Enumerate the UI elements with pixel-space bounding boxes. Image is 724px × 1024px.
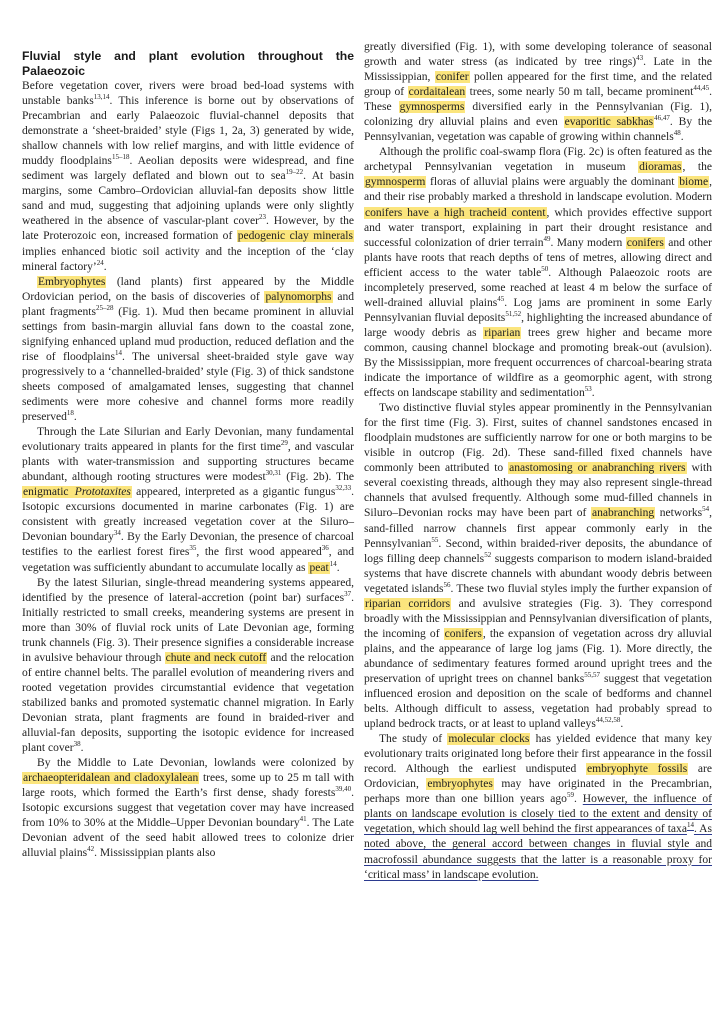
- text-run: are Ordovician,: [364, 763, 712, 791]
- text-run: , the expansion of vegetation across dry alluvial plains, and the appearance of large log jams (Fig. 1). More directly, the abundance of sedimentary features formed around upright trees and the preservation of upright trees on channel banks: [364, 627, 712, 685]
- highlight: conifers: [444, 627, 482, 640]
- paragraph: [364, 40, 712, 145]
- text-run: Through the Late Silurian and Early Devonian, many fundamental evolutionary traits appeared in plants for the first time: [22, 426, 354, 454]
- citation: 15–18: [111, 153, 130, 162]
- text-run: appeared, interpreted as a gigantic fungus: [131, 486, 336, 499]
- text-run: Two distinctive fluvial styles appear prominently in the Pennsylvanian for the first time (Fig. 3). First, suites of channel sandstones encased in floodplain mudstones are sufficiently narrow for one or both margins to be visible in outcrop (Fig. 2d). These sand-filled fixed channels have commonly been attributed to: [364, 402, 712, 475]
- text-run: . Second, within braided-river deposits, the abundance of logs filling deep channels: [364, 537, 712, 565]
- highlight: archaeopteridalean and cladoxylalean: [23, 772, 199, 785]
- citation: 52: [484, 550, 492, 559]
- text-run: Although the prolific coal-swamp flora (Fig. 2c) is often featured as the archetypal Pennsylvanian vegetation in museum: [364, 146, 712, 174]
- text-run: . By the Early Devonian, the presence of charcoal testifies to the earliest forest fires: [22, 531, 354, 559]
- highlight: peat: [309, 561, 329, 574]
- text-run: .: [573, 793, 583, 806]
- text-run: and avulsive strategies (Fig. 3). They correspond broadly with the Mississippian and Pennsylvanian diversification of plants, the incoming of: [364, 597, 712, 640]
- highlight: enigmatic: [23, 486, 73, 499]
- paragraph: [364, 401, 712, 732]
- citation: 59: [566, 791, 574, 800]
- text-run: greatly diversified (Fig. 1), with some developing tolerance of seasonal growth and water stress (as indicated by tree rings): [364, 41, 712, 69]
- right-column: [364, 40, 712, 883]
- text-run: (land plants) first appeared by the Middle Ordovician period, on the basis of discoveries of: [22, 275, 354, 303]
- section-heading: Fluvial style and plant evolution throughout the Palaeozoic: [22, 49, 354, 78]
- citation: 43: [636, 54, 644, 63]
- citation: 55: [431, 535, 439, 544]
- highlight: Prototaxites: [74, 486, 131, 499]
- text-run: (Fig. 1). Mud then became prominent in alluvial settings from basin-margin alluvial fans down to the coastal zone, signifying enhanced upland mud production, reduced deflation and the rise of floodplains: [22, 305, 354, 363]
- text-run: .: [591, 387, 595, 400]
- highlight: Embryophytes: [38, 275, 106, 288]
- text-run: . This inference is borne out by observations of Precambrian and early Palaeozoic fluvial-channel deposits that demonstrate a ‘sheet-braided’ style (Figs 1, 2a, 3) generated by wide, shallow channels with low relief margins, and with little evidence of muddy floodplains: [22, 95, 354, 168]
- left-column: [22, 40, 354, 861]
- citation: 35: [189, 544, 197, 553]
- text-run: . Log jams are prominent in some Early Pennsylvanian fluvial deposits: [364, 296, 712, 324]
- paragraph: [22, 79, 354, 275]
- text-run: floras of alluvial plains were arguably the dominant: [426, 176, 679, 189]
- citation: 14: [329, 559, 337, 568]
- text-run: with several coexisting threads, although they may also represent single-thread channels that avulsed frequently. Although some mud-filled channels in Siluro–Devonian rocks may have been part of: [364, 462, 712, 520]
- citation: 37: [344, 589, 352, 598]
- paragraph: [364, 732, 712, 882]
- highlight: cordaitalean: [408, 86, 466, 99]
- text-run: . Many modern: [550, 236, 626, 249]
- text-run: .: [336, 561, 340, 574]
- citation: 42: [87, 845, 95, 854]
- highlight: conifer: [435, 71, 469, 84]
- text-run: and plant fragments: [22, 290, 354, 318]
- text-run: has yielded evidence that many key evolutionary traits originated long before their first appearance in the fossil record. Although the earliest undisputed: [364, 733, 712, 776]
- highlight: anastomosing or anabranching rivers: [509, 462, 686, 475]
- citation: 32,33: [335, 484, 352, 493]
- highlight: conifers have a high tracheid content: [365, 206, 546, 219]
- text-run: , and their rise probably marked a threshold in landscape evolution. Modern: [364, 176, 712, 204]
- text-run: suggests comparison to modern island-braided systems that have discrete channels with abundant woody debris between vegetated islands: [364, 552, 713, 595]
- citation: 34: [113, 529, 121, 538]
- text-run: . By the Pennsylvanian, vegetation was capable of growing within channels: [364, 116, 712, 144]
- paragraph: [22, 275, 354, 425]
- citation: 18: [66, 409, 74, 418]
- text-run: .: [80, 742, 84, 755]
- paragraph: [22, 756, 354, 861]
- highlight: riparian: [484, 326, 521, 339]
- text-run: By the Middle to Late Devonian, lowlands were colonized by: [37, 757, 354, 770]
- citation: 49: [543, 234, 551, 243]
- text-run: . The universal sheet-braided style gave way progressively to a ‘channelled-braided’ style (Fig. 3) of thick sandstone sheets composed of amalgamated lenses, suggesting that channel sediments were more cohesive and channel forms more readily preserved: [22, 350, 354, 424]
- citation: 48: [673, 129, 681, 138]
- citation: 53: [584, 385, 592, 394]
- text-run: . Late in the Mississippian,: [364, 56, 712, 84]
- citation: 30,31: [265, 469, 282, 478]
- text-run: . The Late Devonian advent of the seed habit allowed trees to colonize drier alluvial plains: [22, 817, 354, 860]
- highlight: embryophytes: [427, 778, 493, 791]
- citation: 50: [541, 264, 549, 273]
- paragraph: [364, 145, 712, 401]
- citation: 46,47: [654, 114, 670, 123]
- text-run: By the latest Silurian, single-thread meandering systems appeared, identified by the presence of lateral-accretion (point bar) surfaces: [22, 576, 354, 604]
- citation: 54: [702, 505, 710, 514]
- highlight: gymnosperm: [365, 176, 426, 189]
- highlight: gymnosperms: [399, 101, 465, 114]
- highlight: embryophyte fossils: [587, 763, 688, 776]
- highlight: molecular clocks: [448, 733, 530, 746]
- highlight: pedogenic clay minerals: [237, 230, 354, 243]
- text-run: implies enhanced biotic soil activity and the inception of the ‘clay mineral factory’: [22, 245, 354, 273]
- text-run: . These: [364, 86, 712, 114]
- text-run: and other plants have roots that reach depths of tens of metres, allowing direct and efficient access to the water table: [364, 236, 713, 279]
- citation: 41: [299, 815, 307, 824]
- text-run: , the: [682, 161, 712, 174]
- citation: 55,57: [584, 671, 600, 680]
- text-run: .: [620, 718, 624, 731]
- underlined-text: However, the influence of plants on landscape evolution is closely tied to the extent and density of vegetation, which should lag well behind the first appearances of taxa: [364, 793, 712, 836]
- highlight: palynomorphs: [265, 290, 332, 303]
- text-run: and the relocation of entire channel belts. The parallel evolution of meandering rivers and rooted vegetation provides circumstantial evidence that vegetation stabilized banks and promoted systematic channel migration. In Early Devonian strata, plant fragments are found in braided-river and alluvial-fan deposits, supporting the isotopic evidence for increased plant cover: [22, 651, 355, 755]
- citation: 39,40: [335, 785, 352, 794]
- highlight: conifers: [626, 236, 664, 249]
- text-run: .: [680, 131, 684, 144]
- text-run: . Isotopic excursions suggest that vegetation cover may have increased from 10% to 30% at the Middle–Upper Devonian boundary: [22, 787, 354, 830]
- citation: 44,45: [693, 84, 710, 93]
- text-run: , which provides effective support and water transport, explaining in part their drought resistance and successful colonization of drier terrain: [364, 206, 712, 249]
- text-run: trees, some up to 25 m tall with large roots, which formed the Earth’s first dense, shady forests: [22, 772, 354, 800]
- text-run: pollen appeared for the first time, and the related group of: [364, 71, 713, 99]
- highlight: dioramas: [639, 161, 682, 174]
- paragraph: [22, 576, 354, 757]
- text-run: (Fig. 2b). The: [281, 471, 354, 484]
- highlight: biome: [679, 176, 709, 189]
- text-run: . Aeolian deposits were widespread, and fine sediment was largely deflated and blown out to sea: [22, 155, 355, 183]
- text-run: .: [73, 411, 77, 424]
- text-run: . At basin margins, some Cambro–Ordovician alluvial-fan deposits show little sand and mud, suggesting that adjoining uplands were only slightly weathered in the absence of vascular-plant cover: [22, 170, 354, 228]
- text-run: . However, by the late Proterozoic eon, increased formation of: [22, 215, 354, 243]
- text-run: . These two fluvial styles imply the further expansion of: [450, 582, 712, 595]
- text-run: , and vascular plants with water-transmission and supporting structures became abundant, although rooting structures were modest: [22, 441, 354, 484]
- text-run: diversified early in the Pennsylvanian (Fig. 1), colonizing dry alluvial plains and even: [364, 101, 712, 129]
- underlined-text: . As noted above, the general accord between changes in fluvial style and macrofossil abundance suggests that the latter is a reasonable proxy for ‘critical mass’ in landscape evolution.: [364, 823, 712, 881]
- text-run: . Mississippian plants also: [94, 847, 216, 860]
- citation: 51,52: [505, 310, 522, 318]
- citation: 56: [443, 580, 451, 589]
- citation: 25–28: [96, 303, 114, 312]
- text-run: The study of: [379, 733, 448, 746]
- text-run: .: [103, 260, 107, 273]
- citation: 38: [73, 740, 81, 749]
- text-run: , the first wood appeared: [196, 546, 322, 559]
- citation: 45: [497, 294, 505, 303]
- text-run: trees grew higher and became more common, causing channel blockage and promoting break-out (avulsion). By the Mississippian, more frequent occurrences of charcoal-bearing strata indicate the importance of wildfire as a geomorphic agent, with strong effects on landscape stability and sedimentation: [364, 326, 712, 400]
- citation: 19–22: [285, 168, 304, 177]
- citation: 23: [258, 213, 266, 222]
- text-run: networks: [655, 507, 703, 520]
- text-run: may have originated in the Precambrian, perhaps more than one billion years ago: [364, 778, 713, 806]
- paragraph: [22, 425, 354, 575]
- text-run: . Although Palaeozoic roots are incompletely preserved, some reached at least 4 m below the surface of well-drained alluvial plains: [364, 266, 712, 309]
- text-run: suggest that vegetation influenced erosion and deposition on the scale of bedforms and channel belts. Although difficult to assess, vegetation had probably spread to upland bedrock tracts, or at least to upland valleys: [364, 672, 712, 731]
- citation: 14: [114, 349, 122, 357]
- highlight: anabranching: [591, 507, 655, 520]
- citation: 29: [280, 439, 288, 448]
- citation: 13,14: [93, 93, 110, 102]
- text-run: Before vegetation cover, rivers were broad bed-load systems with unstable banks: [22, 80, 354, 108]
- text-run: . Isotopic excursions documented in marine carbonates (Fig. 1) are consistent with greatly increased vegetation cover at the Siluro–Devonian boundary: [22, 486, 354, 544]
- citation: 24: [96, 258, 104, 267]
- text-run: . Initially restricted to small creeks, meandering systems are present in more than 30% of fluvial rock units of Late Devonian age, forming trunk channels (Fig. 3). Their presence signifies a considerable increase in avulsive behaviour through: [22, 591, 354, 664]
- citation: 36: [321, 544, 329, 553]
- text-run: , and vegetation was sufficiently abundant to accumulate locally as: [22, 546, 354, 574]
- highlight: evaporitic sabkhas: [564, 116, 654, 129]
- text-run: , highlighting the increased abundance of large woody debris as: [364, 311, 712, 339]
- text-run: trees, some nearly 50 m tall, became prominent: [466, 86, 694, 99]
- citation: 14: [686, 821, 694, 830]
- text-run: , sand-filled narrow channels first appear commonly early in the Pennsylvanian: [364, 507, 712, 550]
- highlight: riparian corridors: [365, 597, 451, 610]
- highlight: chute and neck cutoff: [165, 651, 267, 664]
- citation: 44,52,58: [595, 716, 621, 725]
